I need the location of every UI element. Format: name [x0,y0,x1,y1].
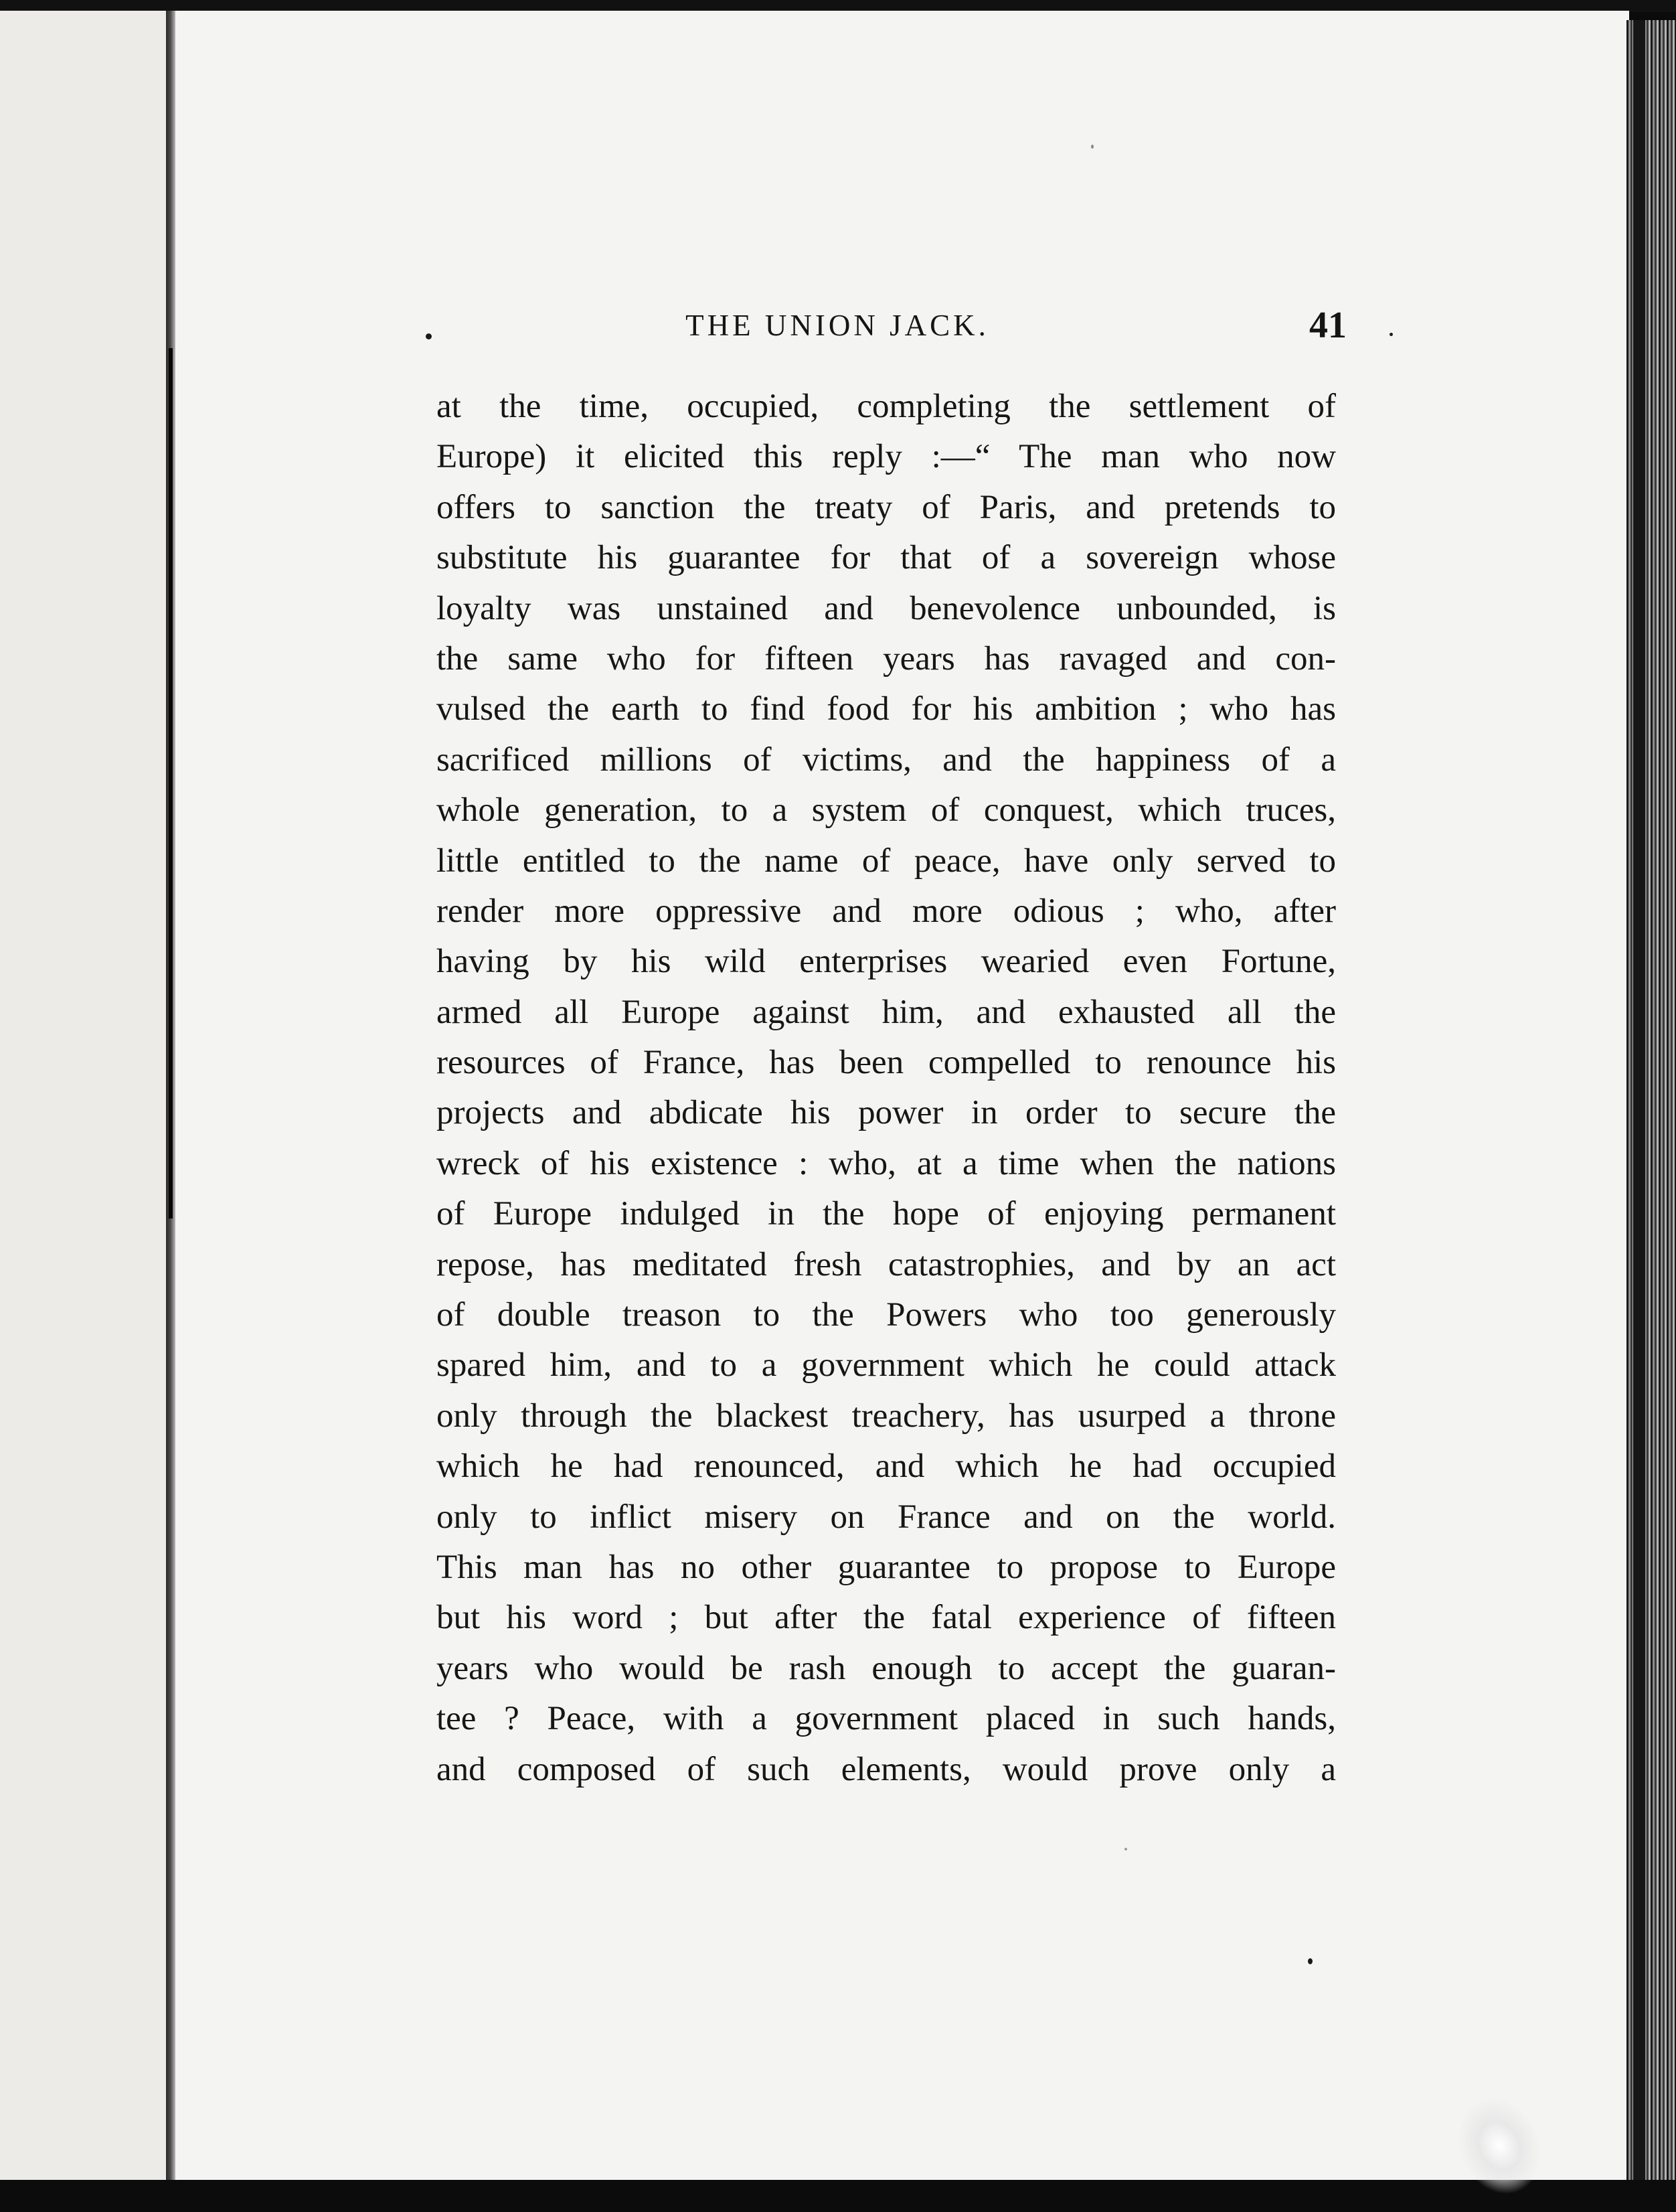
text-line: wreck of his existence : who, at a time when the nations [436,1144,1336,1182]
text-line: sacrificed millions of victims, and the happiness of a [436,740,1336,779]
text-line: having by his wild enterprises wearied even Fortune, [436,943,1336,981]
text-line: tee ? Peace, with a government placed in such hands, [436,1700,1336,1738]
scan-speck [1124,1848,1127,1850]
text-line: loyalty was unstained and benevolence unbounded, is [436,589,1336,627]
text-line: the same who for fifteen years has ravaged and con- [436,639,1336,678]
scan-speck [426,333,432,339]
text-line: resources of France, has been compelled to renounce his [436,1044,1336,1082]
text-line: This man has no other guarantee to propose to Europe [436,1548,1336,1586]
scan-speck [1091,145,1094,149]
text-line: but his word ; but after the fatal experience of fifteen [436,1599,1336,1637]
text-line: and composed of such elements, would prove only a [436,1750,1336,1788]
running-head-title: THE UNION JACK. [685,309,989,342]
gutter-shadow-line [169,348,173,1218]
text-line: only through the blackest treachery, has usurped a throne [436,1397,1336,1435]
text-line: vulsed the earth to find food for his ambition ; who has [436,690,1336,728]
page-number: 41 [1309,305,1347,346]
text-line: of double treason to the Powers who too generously [436,1296,1336,1334]
text-line: armed all Europe against him, and exhausted all the [436,993,1336,1031]
text-line: substitute his guarantee for that of a sovereign whose [436,539,1336,577]
text-line: projects and abdicate his power in order to secure the [436,1094,1336,1132]
text-line: which he had renounced, and which he had occupied [436,1447,1336,1486]
body-text [436,382,1336,1795]
text-line: only to inflict misery on France and on the world. [436,1498,1336,1536]
text-line: Europe) it elicited this reply :—“ The man who now [436,438,1336,476]
text-line: spared him, and to a government which he could attack [436,1346,1336,1385]
page-edge-shadow [1633,20,1645,2183]
text-line: at the time, occupied, completing the settlement of [436,388,1336,425]
text-line: little entitled to the name of peace, have only served to [436,842,1336,880]
text-line: repose, has meditated fresh catastrophies, and by an act [436,1245,1336,1283]
running-head [426,304,1347,347]
left-facing-page [0,11,167,2183]
text-line: of Europe indulged in the hope of enjoying permanent [436,1195,1336,1233]
bottom-scan-border [0,2180,1676,2212]
text-line: years who would be rash enough to accept the guaran- [436,1649,1336,1687]
text-line: render more oppressive and more odious ; who, after [436,892,1336,930]
scan-speck [1390,333,1393,336]
text-line: offers to sanction the treaty of Paris, and pretends to [436,488,1336,526]
scan-speck [1308,1958,1313,1964]
text-line: whole generation, to a system of conquest, which truces, [436,791,1336,830]
